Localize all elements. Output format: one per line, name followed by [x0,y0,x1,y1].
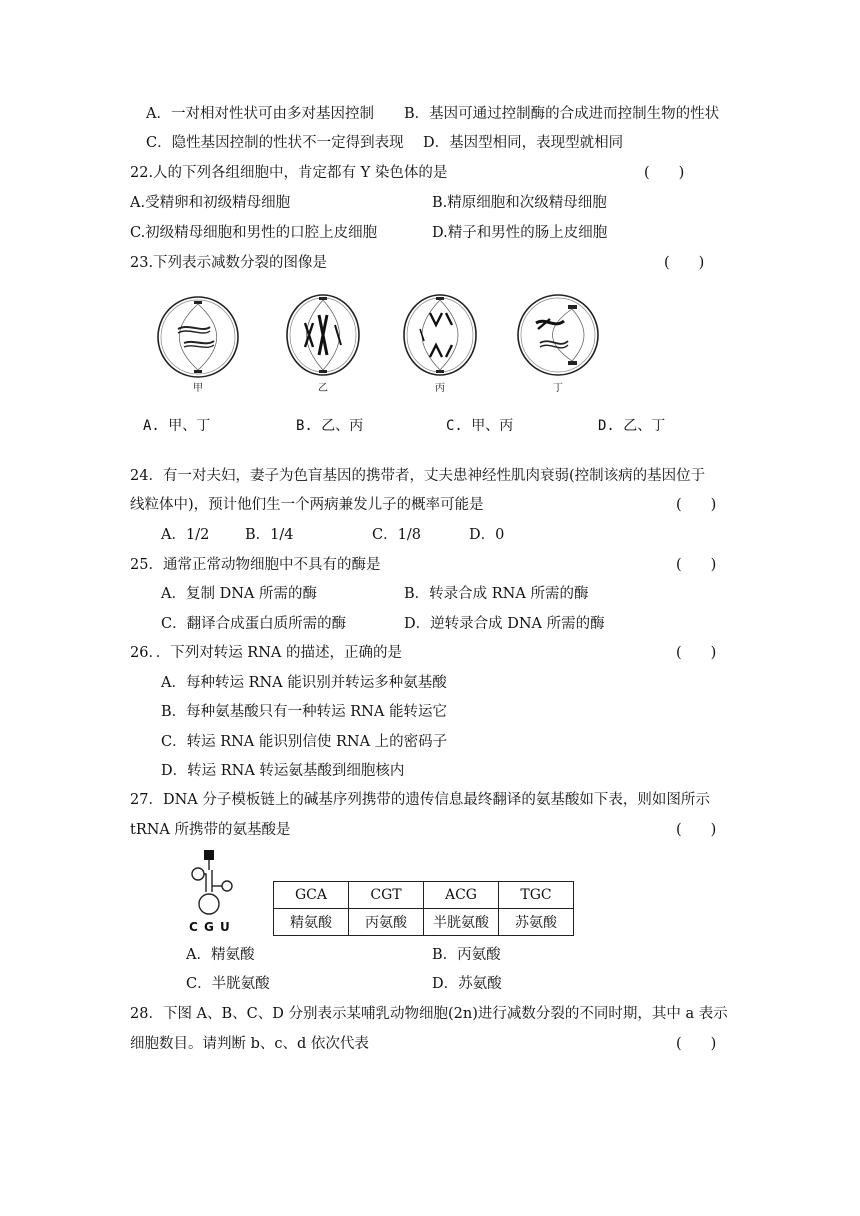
q23-option-b: B. 乙、丙 [296,418,364,434]
q27-answer-paren: ( ) [676,822,717,838]
amino-acid-cell: 半胱氨酸 [424,909,499,936]
q22-option-b: B.精原细胞和次级精母细胞 [432,195,607,211]
q24-option-a: A．1/2 [161,527,210,543]
codon-table [273,881,574,936]
q25-option-a: A．复制 DNA 所需的酶 [161,586,317,602]
q25-answer-paren: ( ) [676,557,717,573]
q28-answer-paren: ( ) [676,1036,717,1052]
cell-jia-figure [158,297,238,377]
q26-answer-paren: ( ) [676,645,717,661]
q21-option-b: B．基因可通过控制酶的合成进而控制生物的性状 [404,106,720,122]
q27-option-a: A．精氨酸 [186,947,255,963]
q28-stem-line1: 28．下图 A、B、C、D 分别表示某哺乳动物细胞(2n)进行减数分裂的不同时期，其中 a 表示 [130,1006,728,1022]
q24-option-d: D．0 [469,527,505,543]
q23-answer-paren: ( ) [664,255,705,271]
q26-stem: 26．．下列对转运 RNA 的描述，正确的是 [130,645,402,661]
q24-option-b: B．1/4 [245,527,294,543]
q22-option-d: D.精子和男性的肠上皮细胞 [432,225,608,241]
q26-option-c: C．转运 RNA 能识别信使 RNA 上的密码子 [161,734,448,750]
amino-acid-cell: 精氨酸 [274,909,349,936]
trna-anticodon: C G U [189,920,231,934]
q25-option-c: C．翻译合成蛋白质所需的酶 [161,616,347,632]
q22-option-a: A.受精卵和初级精母细胞 [130,195,291,211]
cell-yi-figure [287,295,359,375]
q23-option-a: A. 甲、丁 [143,418,211,434]
trna-diagram [186,848,246,928]
codon-table-header-row [274,882,574,909]
q21-option-c: C．隐性基因控制的性状不一定得到表现 [146,135,404,151]
q27-stem-line1: 27．DNA 分子模板链上的碱基序列携带的遗传信息最终翻译的氨基酸如下表，则如图所示 [130,792,710,808]
q27-option-b: B．丙氨酸 [432,947,501,963]
amino-acid-row [274,909,574,936]
q23-option-c: C. 甲、丙 [446,418,514,434]
q26-option-a: A．每种转运 RNA 能识别并转运多种氨基酸 [161,675,447,691]
q23-option-d: D. 乙、丁 [598,418,666,434]
q25-option-b: B．转录合成 RNA 所需的酶 [404,586,589,602]
q24-stem-line1: 24．有一对夫妇，妻子为色盲基因的携带者，丈夫患神经性肌肉衰弱(控制该病的基因位于 [130,468,706,484]
q25-option-d: D．逆转录合成 DNA 所需的酶 [404,616,605,632]
codon-cell: CGT [349,882,424,909]
codon-cell: TGC [499,882,574,909]
q21-option-a: A．一对相对性状可由多对基因控制 [146,106,374,122]
q26-option-b: B．每种氨基酸只有一种转运 RNA 能转运它 [161,704,447,720]
cell-bing-figure [404,295,476,375]
cell-ding-figure [518,295,598,375]
q27-stem-line2: tRNA 所携带的氨基酸是 [130,822,291,838]
cell-label-yi: 乙 [318,383,328,394]
q25-stem: 25．通常正常动物细胞中不具有的酶是 [130,557,381,573]
codon-cell: GCA [274,882,349,909]
q24-answer-paren: ( ) [676,497,717,513]
q26-option-d: D．转运 RNA 转运氨基酸到细胞核内 [161,763,405,779]
q22-option-c: C.初级精母细胞和男性的口腔上皮细胞 [130,225,378,241]
amino-acid-cell: 苏氨酸 [499,909,574,936]
cell-division-diagrams [140,285,610,395]
cell-label-ding: 丁 [553,383,563,394]
cell-label-jia: 甲 [193,383,203,394]
cell-label-bing: 丙 [435,383,445,394]
q27-option-d: D．苏氨酸 [432,976,502,992]
q28-stem-line2: 细胞数目。请判断 b、c、d 依次代表 [130,1036,369,1052]
amino-acid-cell: 丙氨酸 [349,909,424,936]
q23-stem: 23.下列表示减数分裂的图像是 [130,255,328,271]
codon-cell: ACG [424,882,499,909]
q24-stem-line2: 线粒体中)，预计他们生一个两病兼发儿子的概率可能是 [130,497,484,513]
q22-answer-paren: ( ) [644,165,685,181]
q22-stem: 22.人的下列各组细胞中，肯定都有 Y 染色体的是 [130,165,448,181]
q27-option-c: C．半胱氨酸 [186,976,270,992]
q24-option-c: C．1/8 [372,527,421,543]
amino-acid-site-icon [204,850,214,860]
q21-option-d: D．基因型相同，表现型就相同 [423,135,624,151]
